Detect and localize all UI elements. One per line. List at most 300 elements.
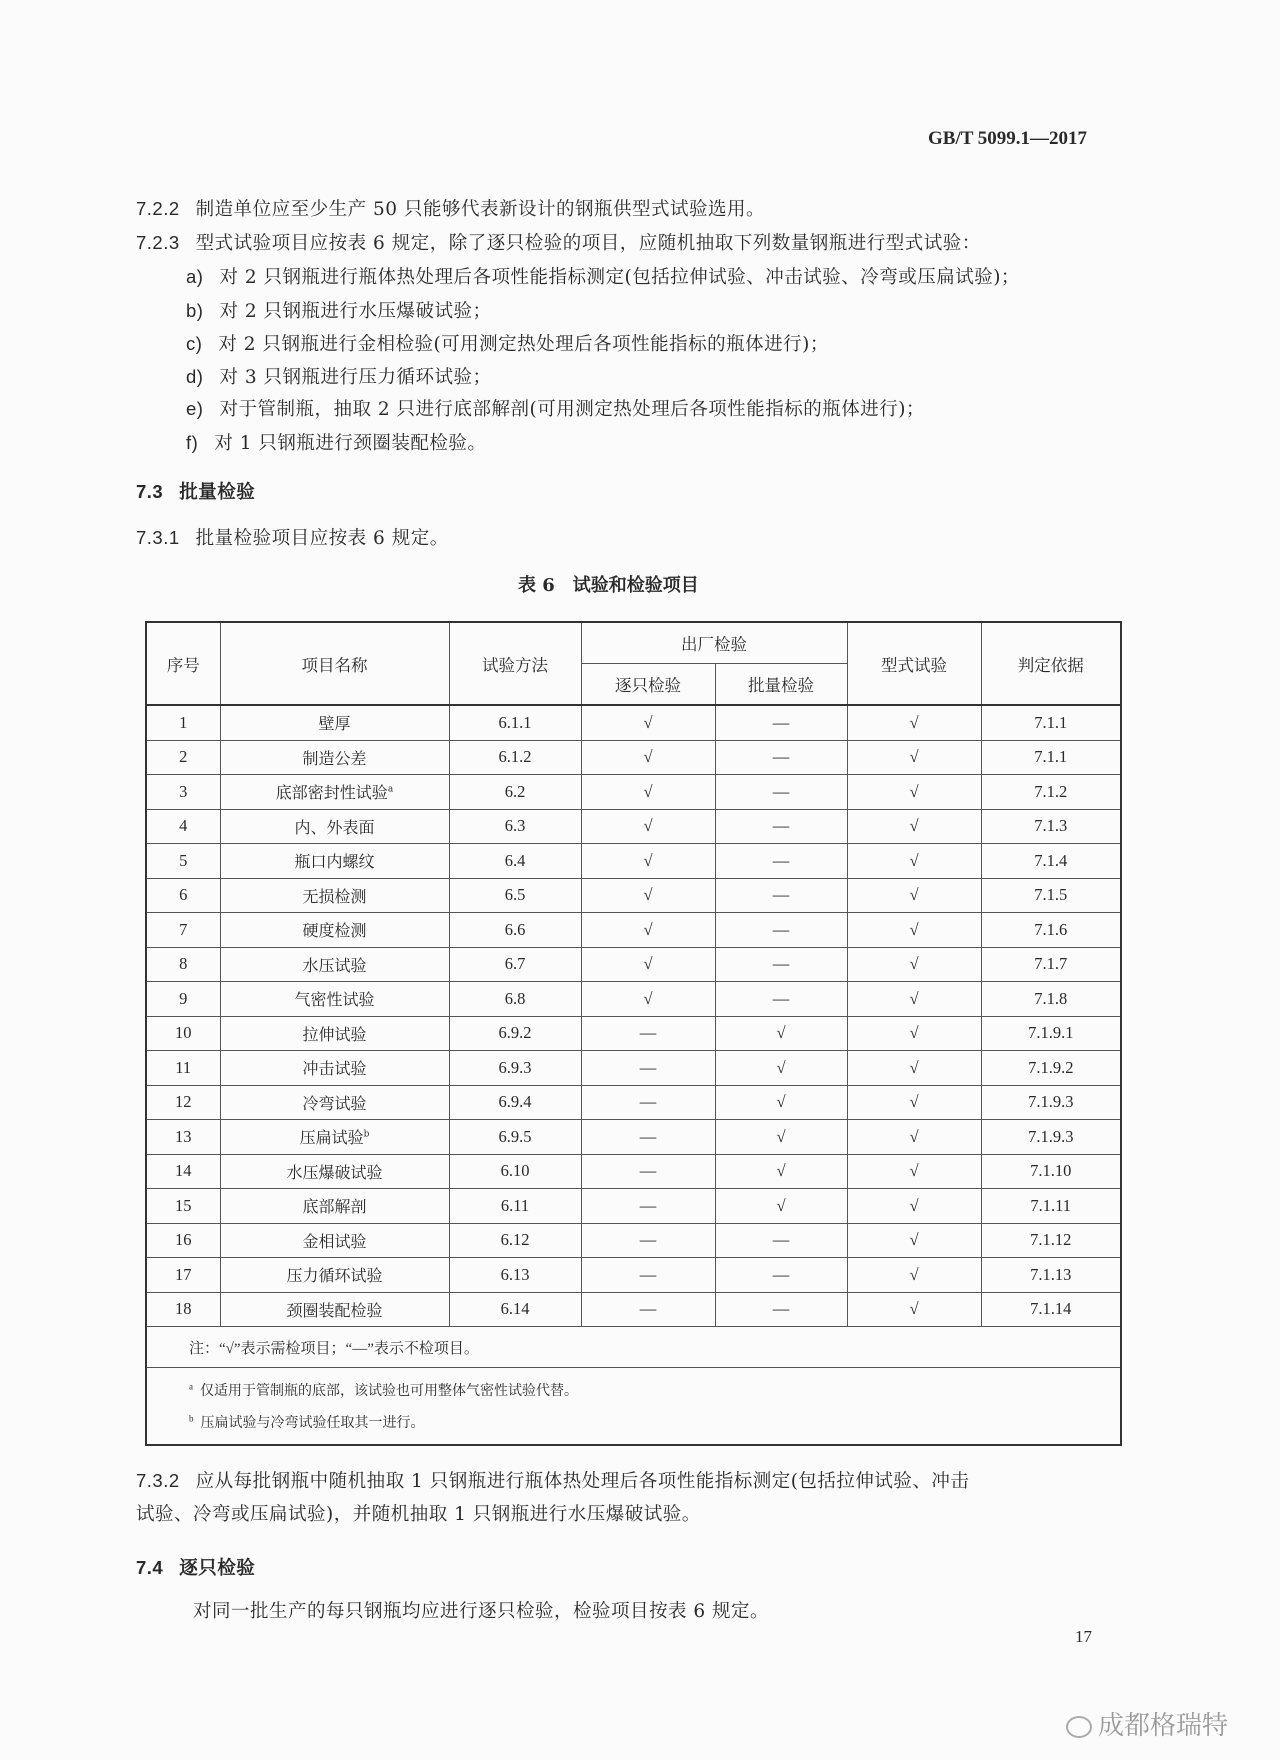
cell-text: 7.1.9.3	[1028, 1126, 1074, 1146]
cell-basis	[981, 1016, 1121, 1051]
cell-seq	[146, 1085, 220, 1120]
cell-each	[581, 913, 715, 948]
cell-method	[449, 1085, 581, 1120]
cell-name	[220, 1085, 449, 1120]
cell-text: √	[776, 1161, 786, 1181]
cell-basis	[981, 1258, 1121, 1293]
cell-type	[847, 1154, 981, 1189]
cell-seq	[146, 982, 220, 1017]
footnote-mark: b	[189, 1413, 194, 1424]
cell-text: —	[639, 1264, 657, 1284]
list-text: 对 2 只钢瓶进行瓶体热处理后各项性能指标测定(包括拉伸试验、冲击试验、冷弯或压扁试验)；	[219, 267, 1020, 288]
cell-method	[449, 705, 581, 740]
cell-batch	[715, 947, 847, 982]
cell-text: —	[772, 988, 790, 1008]
cell-text: 6.10	[500, 1161, 530, 1181]
footnote-a	[146, 1368, 1121, 1407]
cell-text: 7.1.9.1	[1028, 1023, 1074, 1043]
cell-text: 7.1.11	[1030, 1195, 1072, 1215]
clause-7-3-1	[136, 524, 449, 550]
cell-name	[220, 740, 449, 775]
cell-method	[449, 740, 581, 775]
table-row	[146, 705, 1121, 740]
cell-text: 1	[179, 712, 188, 732]
cell-text: —	[772, 919, 790, 939]
cell-each	[581, 1016, 715, 1051]
cell-method	[449, 775, 581, 810]
cell-text: 7.1.8	[1034, 988, 1068, 1008]
cell-type	[847, 809, 981, 844]
cell-text: √	[909, 747, 919, 767]
cell-text: √	[776, 1195, 786, 1215]
cell-seq	[146, 1189, 220, 1224]
list-item	[186, 330, 829, 356]
cell-text: 颈圈装配检验	[286, 1300, 383, 1320]
header-name: 项目名称	[220, 622, 449, 705]
cell-each	[581, 1189, 715, 1224]
cell-text: 拉伸试验	[302, 1024, 367, 1044]
cell-text: 3	[179, 781, 188, 801]
cell-type	[847, 1085, 981, 1120]
cell-text: √	[776, 1023, 786, 1043]
cell-batch	[715, 775, 847, 810]
header-factory: 出厂检验	[581, 622, 847, 664]
cell-text: 瓶口内螺纹	[294, 852, 375, 872]
cell-text: 4	[179, 816, 188, 836]
cell-text: 14	[175, 1161, 192, 1181]
cell-text: 7.1.12	[1030, 1230, 1072, 1250]
cell-text: 内、外表面	[294, 817, 375, 837]
cell-seq	[146, 947, 220, 982]
table-title: 表 6 试验和检验项目	[518, 575, 699, 596]
cell-text: √	[909, 1299, 919, 1319]
cell-text: 7.1.14	[1030, 1299, 1072, 1319]
clause-7-2-2	[136, 195, 765, 221]
cell-text: 压扁试验	[299, 1128, 364, 1148]
cell-text: √	[643, 816, 653, 836]
cell-text: 8	[179, 954, 188, 974]
cell-basis	[981, 1223, 1121, 1258]
cell-name	[220, 1223, 449, 1258]
cell-text: —	[639, 1299, 657, 1319]
cell-text: —	[639, 1023, 657, 1043]
cell-text: 金相试验	[302, 1231, 367, 1251]
cell-text: 6.9.4	[498, 1092, 532, 1112]
cell-type	[847, 913, 981, 948]
cell-method	[449, 1154, 581, 1189]
cell-method	[449, 1258, 581, 1293]
table-row	[146, 913, 1121, 948]
table-row	[146, 809, 1121, 844]
cell-basis	[981, 740, 1121, 775]
list-label: c)	[186, 333, 203, 354]
cell-name	[220, 1120, 449, 1155]
cell-text: 6.11	[500, 1195, 530, 1215]
list-label: b)	[186, 300, 204, 321]
cell-each	[581, 705, 715, 740]
cell-each	[581, 1223, 715, 1258]
cell-text: 11	[175, 1057, 192, 1077]
cell-text: 7.1.9.2	[1028, 1057, 1074, 1077]
cell-text: —	[772, 781, 790, 801]
page-number: 17	[1075, 1627, 1092, 1646]
cell-text: √	[909, 1126, 919, 1146]
list-text: 对 2 只钢瓶进行金相检验(可用测定热处理后各项性能指标的瓶体进行)；	[218, 334, 829, 355]
cell-basis	[981, 1085, 1121, 1120]
cell-name	[220, 947, 449, 982]
cell-text: 6.1.2	[498, 747, 532, 767]
cell-seq	[146, 913, 220, 948]
cell-batch	[715, 878, 847, 913]
cell-text: 冷弯试验	[302, 1093, 367, 1113]
cell-each	[581, 809, 715, 844]
list-text: 对于管制瓶，抽取 2 只进行底部解剖(可用测定热处理后各项性能指标的瓶体进行)；	[219, 399, 925, 420]
header-seq: 序号	[146, 622, 220, 705]
cell-type	[847, 1258, 981, 1293]
cell-basis	[981, 1120, 1121, 1155]
cell-text: 7	[179, 919, 188, 939]
list-text: 对 1 只钢瓶进行颈圈装配检验。	[214, 433, 487, 454]
header-basis: 判定依据	[981, 622, 1121, 705]
cell-basis	[981, 775, 1121, 810]
clause-7-2-3	[136, 229, 981, 255]
cell-text: 7.1.10	[1030, 1161, 1072, 1181]
cell-text: 16	[175, 1230, 192, 1250]
cell-each	[581, 1085, 715, 1120]
list-item	[186, 429, 486, 455]
cell-text: √	[909, 1264, 919, 1284]
section-7-4-heading	[136, 1554, 255, 1580]
list-text: 对 2 只钢瓶进行水压爆破试验；	[219, 301, 492, 322]
cell-text: —	[772, 747, 790, 767]
cell-batch	[715, 1016, 847, 1051]
clause-number: 7.2.3	[136, 232, 180, 253]
cell-type	[847, 775, 981, 810]
clause-text-line1: 应从每批钢瓶中随机抽取 1 只钢瓶进行瓶体热处理后各项性能指标测定(包括拉伸试验、冲击	[195, 1471, 970, 1492]
cell-method	[449, 1016, 581, 1051]
table-row	[146, 844, 1121, 879]
cell-text: √	[909, 954, 919, 974]
cell-name	[220, 982, 449, 1017]
cell-name	[220, 1189, 449, 1224]
cell-type	[847, 878, 981, 913]
cell-text: 5	[179, 850, 188, 870]
cell-type	[847, 844, 981, 879]
cell-name	[220, 775, 449, 810]
cell-text: 17	[175, 1264, 192, 1284]
list-item	[186, 395, 925, 421]
cell-each	[581, 740, 715, 775]
cell-text: √	[643, 954, 653, 974]
cell-text: √	[909, 988, 919, 1008]
cell-type	[847, 947, 981, 982]
footnote-text: 仅适用于管制瓶的底部，该试验也可用整体气密性试验代替。	[200, 1384, 578, 1399]
cell-seq	[146, 775, 220, 810]
cell-type	[847, 1016, 981, 1051]
cell-type	[847, 1189, 981, 1224]
cell-text: 18	[175, 1299, 192, 1319]
cell-batch	[715, 1085, 847, 1120]
footnote-mark: b	[363, 1129, 370, 1140]
cell-batch	[715, 1292, 847, 1327]
cell-basis	[981, 1051, 1121, 1086]
cell-text: 6.7	[504, 954, 526, 974]
header-batch: 批量检验	[715, 664, 847, 706]
cell-text: 压力循环试验	[286, 1266, 383, 1286]
cell-each	[581, 844, 715, 879]
cell-basis	[981, 1292, 1121, 1327]
cell-each	[581, 775, 715, 810]
cell-seq	[146, 1016, 220, 1051]
cell-text: √	[909, 712, 919, 732]
cell-seq	[146, 844, 220, 879]
list-label: f)	[186, 432, 199, 453]
cell-text: 7.1.1	[1034, 712, 1068, 732]
cell-text: 6.8	[504, 988, 526, 1008]
section-number: 7.4	[136, 1557, 164, 1578]
cell-seq	[146, 1258, 220, 1293]
list-label: d)	[186, 366, 204, 387]
wechat-icon	[1066, 1716, 1092, 1738]
cell-name	[220, 878, 449, 913]
cell-text: 7.1.2	[1034, 781, 1068, 801]
cell-text: 9	[179, 988, 188, 1008]
cell-text: 6.4	[504, 850, 526, 870]
cell-text: 制造公差	[302, 748, 367, 768]
header-type: 型式试验	[847, 622, 981, 705]
cell-batch	[715, 1258, 847, 1293]
table-row	[146, 1051, 1121, 1086]
cell-method	[449, 844, 581, 879]
cell-seq	[146, 705, 220, 740]
cell-text: √	[643, 712, 653, 732]
cell-basis	[981, 809, 1121, 844]
table-row	[146, 1258, 1121, 1293]
cell-text: 6.2	[504, 781, 526, 801]
cell-method	[449, 878, 581, 913]
cell-type	[847, 1051, 981, 1086]
cell-text: 底部密封性试验	[275, 783, 388, 803]
cell-text: —	[772, 1230, 790, 1250]
table-row	[146, 775, 1121, 810]
table-row	[146, 1292, 1121, 1327]
cell-text: 7.1.6	[1034, 919, 1068, 939]
cell-text: —	[772, 885, 790, 905]
clause-7-3-2	[136, 1467, 969, 1493]
cell-text: 6.12	[500, 1230, 530, 1250]
cell-name	[220, 1016, 449, 1051]
cell-text: —	[772, 1299, 790, 1319]
cell-text: 6.1.1	[498, 712, 532, 732]
cell-text: 硬度检测	[302, 921, 367, 941]
cell-batch	[715, 740, 847, 775]
cell-text: 13	[175, 1126, 192, 1146]
cell-text: —	[639, 1092, 657, 1112]
cell-name	[220, 844, 449, 879]
clause-7-3-2-cont: 试验、冷弯或压扁试验)，并随机抽取 1 只钢瓶进行水压爆破试验。	[136, 1504, 701, 1525]
table-row	[146, 1085, 1121, 1120]
cell-name	[220, 1258, 449, 1293]
cell-text: 15	[175, 1195, 192, 1215]
table-row	[146, 740, 1121, 775]
cell-text: √	[643, 919, 653, 939]
cell-text: √	[643, 747, 653, 767]
cell-text: 6.9.5	[498, 1126, 532, 1146]
cell-method	[449, 1051, 581, 1086]
cell-each	[581, 1258, 715, 1293]
list-label: e)	[186, 398, 204, 419]
cell-text: √	[776, 1057, 786, 1077]
cell-text: 壁厚	[318, 714, 351, 734]
cell-text: 冲击试验	[302, 1059, 367, 1079]
cell-method	[449, 913, 581, 948]
footnote-mark: a	[189, 1381, 193, 1392]
cell-text: 7.1.1	[1034, 747, 1068, 767]
standard-code: GB/T 5099.1—2017	[928, 128, 1088, 149]
clause-7-4-text: 对同一批生产的每只钢瓶均应进行逐只检验，检验项目按表 6 规定。	[193, 1601, 770, 1622]
cell-type	[847, 982, 981, 1017]
list-item	[186, 263, 1020, 289]
cell-text: √	[643, 781, 653, 801]
clause-text: 型式试验项目应按表 6 规定，除了逐只检验的项目，应随机抽取下列数量钢瓶进行型式试验：	[195, 233, 981, 254]
cell-each	[581, 947, 715, 982]
cell-seq	[146, 1051, 220, 1086]
cell-seq	[146, 809, 220, 844]
table-row	[146, 878, 1121, 913]
cell-text: 7.1.4	[1034, 850, 1068, 870]
cell-text: 7.1.3	[1034, 816, 1068, 836]
table-note: 注：“√”表示需检项目；“—”表示不检项目。	[146, 1327, 1121, 1368]
cell-text: √	[776, 1092, 786, 1112]
cell-text: —	[639, 1057, 657, 1077]
cell-seq	[146, 1120, 220, 1155]
cell-name	[220, 1292, 449, 1327]
cell-method	[449, 1223, 581, 1258]
clause-text: 批量检验项目应按表 6 规定。	[195, 528, 449, 549]
cell-text: √	[909, 850, 919, 870]
cell-method	[449, 947, 581, 982]
cell-text: √	[909, 919, 919, 939]
cell-method	[449, 1292, 581, 1327]
cell-text: —	[639, 1195, 657, 1215]
cell-batch	[715, 1189, 847, 1224]
inspection-table	[145, 621, 1122, 1446]
section-title: 逐只检验	[179, 1558, 256, 1579]
cell-each	[581, 1292, 715, 1327]
cell-name	[220, 1051, 449, 1086]
cell-text: 12	[175, 1092, 192, 1112]
cell-basis	[981, 844, 1121, 879]
cell-text: √	[909, 1195, 919, 1215]
cell-seq	[146, 1223, 220, 1258]
cell-seq	[146, 878, 220, 913]
list-item	[186, 297, 492, 323]
cell-each	[581, 878, 715, 913]
cell-text: 水压爆破试验	[286, 1162, 383, 1182]
cell-basis	[981, 982, 1121, 1017]
cell-name	[220, 809, 449, 844]
cell-basis	[981, 913, 1121, 948]
cell-each	[581, 1051, 715, 1086]
clause-number: 7.3.1	[136, 527, 180, 548]
cell-batch	[715, 1120, 847, 1155]
header-method: 试验方法	[449, 622, 581, 705]
cell-text: √	[909, 1092, 919, 1112]
section-number: 7.3	[136, 481, 164, 502]
cell-batch	[715, 1051, 847, 1086]
cell-basis	[981, 947, 1121, 982]
cell-text: —	[639, 1161, 657, 1181]
cell-basis	[981, 1154, 1121, 1189]
cell-text: √	[909, 816, 919, 836]
cell-text: 7.1.13	[1030, 1264, 1072, 1284]
clause-number: 7.3.2	[136, 1470, 180, 1491]
list-label: a)	[186, 266, 204, 287]
cell-text: √	[643, 885, 653, 905]
table-row	[146, 1120, 1121, 1155]
cell-text: 无损检测	[302, 886, 367, 906]
cell-each	[581, 1120, 715, 1155]
cell-batch	[715, 982, 847, 1017]
cell-seq	[146, 740, 220, 775]
cell-type	[847, 1292, 981, 1327]
cell-each	[581, 1154, 715, 1189]
cell-type	[847, 1223, 981, 1258]
footnote-b	[146, 1406, 1121, 1445]
cell-basis	[981, 1189, 1121, 1224]
cell-batch	[715, 705, 847, 740]
cell-text: 气密性试验	[294, 990, 375, 1010]
cell-text: √	[909, 1057, 919, 1077]
table-row	[146, 1189, 1121, 1224]
cell-type	[847, 1120, 981, 1155]
cell-text: 7.1.7	[1034, 954, 1068, 974]
footnote-text: 压扁试验与冷弯试验任取其一进行。	[200, 1416, 425, 1431]
cell-name	[220, 913, 449, 948]
cell-batch	[715, 809, 847, 844]
cell-method	[449, 1120, 581, 1155]
cell-text: —	[639, 1126, 657, 1146]
clause-number: 7.2.2	[136, 198, 180, 219]
cell-text: —	[772, 954, 790, 974]
cell-type	[847, 740, 981, 775]
cell-text: —	[772, 850, 790, 870]
cell-type	[847, 705, 981, 740]
cell-text: √	[909, 1023, 919, 1043]
cell-text: √	[909, 885, 919, 905]
cell-batch	[715, 844, 847, 879]
cell-text: 6.3	[504, 816, 526, 836]
cell-text: 6.9.2	[498, 1023, 532, 1043]
cell-method	[449, 809, 581, 844]
cell-name	[220, 1154, 449, 1189]
cell-text: √	[643, 850, 653, 870]
cell-batch	[715, 1223, 847, 1258]
cell-batch	[715, 1154, 847, 1189]
table-row	[146, 1223, 1121, 1258]
cell-text: 6.5	[504, 885, 526, 905]
cell-text: 水压试验	[302, 955, 367, 975]
cell-seq	[146, 1154, 220, 1189]
table-row	[146, 1154, 1121, 1189]
cell-text: —	[772, 1264, 790, 1284]
cell-text: √	[909, 1230, 919, 1250]
section-title: 批量检验	[179, 482, 256, 503]
table-row	[146, 1016, 1121, 1051]
cell-text: —	[639, 1230, 657, 1250]
watermark	[1066, 1705, 1228, 1742]
clause-text: 制造单位应至少生产 50 只能够代表新设计的钢瓶供型式试验选用。	[195, 199, 765, 220]
